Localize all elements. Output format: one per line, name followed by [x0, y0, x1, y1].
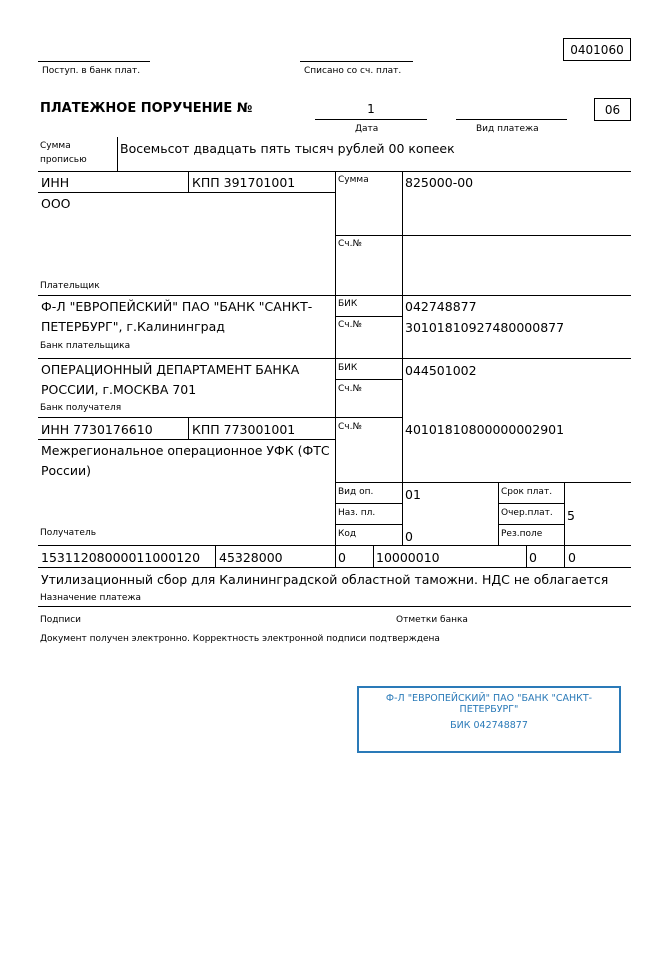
purpose-label: Назначение платежа	[40, 593, 142, 603]
tax-field-doc-date: 0	[568, 550, 576, 565]
divider	[38, 567, 631, 568]
divider	[335, 379, 402, 380]
document-title: ПЛАТЕЖНОЕ ПОРУЧЕНИЕ №	[40, 101, 253, 116]
purpose-code-label: Наз. пл.	[338, 508, 376, 518]
date-label: Дата	[355, 124, 379, 134]
divider	[38, 295, 631, 296]
divider	[38, 439, 335, 440]
divider	[402, 171, 403, 482]
divider	[335, 316, 402, 317]
stamp-bik: БИК 042748877	[450, 720, 528, 731]
divider	[526, 545, 527, 567]
divider	[335, 235, 631, 236]
code-value: 0	[405, 529, 413, 544]
payer-name: ООО	[41, 196, 71, 211]
document-number: 1	[367, 102, 375, 116]
payment-type-label: Вид платежа	[476, 124, 539, 134]
payer-label: Плательщик	[40, 281, 100, 291]
form-code-box	[563, 38, 631, 61]
amount-words-label-1: Сумма	[40, 141, 71, 151]
divider	[335, 524, 402, 525]
payer-bik: 042748877	[405, 299, 477, 314]
divider	[564, 545, 565, 567]
tax-field-oktmo: 45328000	[219, 550, 283, 565]
payee-account: 40101810800000002901	[405, 422, 565, 437]
date-line	[315, 119, 427, 120]
divider	[335, 482, 631, 483]
debited-line	[300, 61, 413, 62]
tax-field-kbk: 15311208000011000120	[41, 550, 201, 565]
divider	[38, 417, 402, 418]
divider	[38, 192, 335, 193]
electronic-note: Документ получен электронно. Корректность электронной подписи подтверждена	[40, 634, 440, 644]
payer-bik-label: БИК	[338, 299, 358, 309]
payee-bank-account-label: Сч.№	[338, 384, 362, 394]
priority-label: Очер.плат.	[501, 508, 553, 518]
payee-inn: ИНН 7730176610	[41, 422, 153, 437]
received-label: Поступ. в банк плат.	[42, 66, 141, 76]
priority-value: 5	[567, 508, 575, 523]
code-label: Код	[338, 529, 357, 539]
payee-kpp: КПП 773001001	[192, 422, 296, 437]
amount-value: 825000-00	[405, 175, 474, 190]
payer-bank-account: 30101810927480000877	[405, 320, 565, 335]
divider	[188, 171, 189, 192]
operation-type-label: Вид оп.	[338, 487, 374, 497]
payee-account-label: Сч.№	[338, 422, 362, 432]
payee-bik: 044501002	[405, 363, 477, 378]
divider	[335, 545, 336, 567]
divider	[498, 524, 564, 525]
divider	[215, 545, 216, 567]
payee-bank-name: ОПЕРАЦИОННЫЙ ДЕПАРТАМЕНТ БАНКА РОССИИ, г.МОСКВА 701	[41, 362, 300, 397]
amount-words-label-2: прописью	[40, 155, 87, 165]
received-line	[38, 61, 150, 62]
payer-kpp: КПП 391701001	[192, 175, 296, 190]
divider	[117, 137, 118, 171]
divider	[564, 482, 565, 545]
stamp-bank-name: Ф-Л "ЕВРОПЕЙСКИЙ" ПАО "БАНК "САНКТ-ПЕТЕРБУРГ"	[385, 693, 593, 715]
bank-stamp	[357, 686, 621, 753]
divider	[402, 482, 403, 545]
divider	[335, 171, 336, 482]
payer-bank-account-label: Сч.№	[338, 320, 362, 330]
payer-account-label: Сч.№	[338, 239, 362, 249]
divider	[335, 503, 402, 504]
purpose-text: Утилизационный сбор для Калининградской областной таможни. НДС не облагается	[41, 572, 609, 587]
divider	[38, 358, 631, 359]
payment-kind-code: 06	[604, 102, 621, 117]
payee-bank-label: Банк получателя	[40, 403, 122, 413]
payee-bik-label: БИК	[338, 363, 358, 373]
debited-label: Списано со сч. плат.	[304, 66, 402, 76]
divider	[498, 503, 564, 504]
operation-type-value: 01	[405, 487, 421, 502]
form-code: 0401060	[570, 42, 624, 57]
payment-kind-box	[594, 98, 631, 121]
divider	[335, 482, 336, 545]
payer-bank-name: Ф-Л "ЕВРОПЕЙСКИЙ" ПАО "БАНК "САНКТ-ПЕТЕРБУРГ", г.Калининград	[41, 299, 313, 334]
term-label: Срок плат.	[501, 487, 553, 497]
divider	[498, 482, 499, 545]
tax-field-basis: 0	[338, 550, 346, 565]
divider	[188, 417, 189, 439]
payment-type-line	[456, 119, 567, 120]
payee-label: Получатель	[40, 528, 97, 538]
amount-label: Сумма	[338, 175, 369, 185]
amount-words-value: Восемьсот двадцать пять тысяч рублей 00 копеек	[120, 141, 455, 156]
bank-marks-label: Отметки банка	[396, 615, 468, 625]
payer-bank-label: Банк плательщика	[40, 341, 131, 351]
divider	[38, 606, 631, 607]
payer-inn: ИНН	[41, 175, 70, 190]
payee-name: Межрегиональное операционное УФК (ФТС России)	[41, 443, 330, 478]
divider	[373, 545, 374, 567]
reserve-label: Рез.поле	[501, 529, 543, 539]
tax-field-doc-number: 0	[529, 550, 537, 565]
tax-field-period: 10000010	[376, 550, 440, 565]
signatures-label: Подписи	[40, 615, 82, 625]
